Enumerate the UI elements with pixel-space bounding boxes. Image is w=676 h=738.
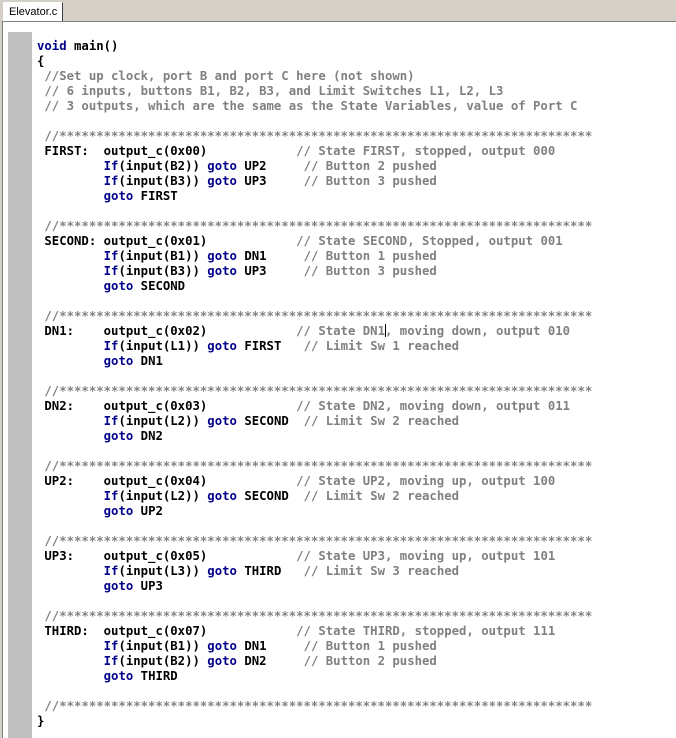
- comment: // Limit Sw 2 reached: [303, 414, 460, 428]
- separator-line: //************************************************************************: [37, 384, 593, 398]
- code-line: [37, 669, 676, 684]
- condition: (input(B3)): [118, 264, 208, 278]
- code-indent: [37, 579, 104, 593]
- keyword: void: [37, 39, 67, 53]
- keyword: If: [103, 489, 119, 503]
- keyword: goto: [207, 414, 237, 428]
- comment: // State SECOND, Stopped, output 001: [296, 234, 563, 248]
- goto-target: SECOND: [236, 489, 304, 503]
- code-line: }: [37, 714, 45, 728]
- condition: (input(B2)): [118, 654, 208, 668]
- comment: // Button 3 pushed: [303, 174, 437, 188]
- keyword: goto: [103, 354, 134, 368]
- code-line: [37, 549, 676, 564]
- blank-line: [37, 369, 676, 384]
- state-label: UP3:: [37, 549, 104, 563]
- output-call: output_c(0x03): [103, 399, 208, 413]
- code-indent: [37, 249, 104, 263]
- blank-line: [37, 594, 676, 609]
- code-indent: [37, 189, 104, 203]
- code-line: [37, 144, 676, 159]
- keyword: goto: [103, 189, 134, 203]
- code-line: [37, 249, 676, 264]
- keyword: If: [103, 249, 119, 263]
- keyword: goto: [103, 279, 134, 293]
- code-indent: [37, 354, 104, 368]
- goto-target: DN2: [133, 429, 163, 443]
- code-spacing: [207, 549, 296, 563]
- keyword: goto: [207, 249, 237, 263]
- goto-target: DN1: [236, 639, 304, 653]
- keyword: goto: [207, 639, 237, 653]
- keyword: goto: [103, 504, 134, 518]
- code-indent: [37, 669, 104, 683]
- code-line: [37, 279, 676, 294]
- separator-line: //************************************************************************: [37, 609, 593, 623]
- comment: // State THIRD, stopped, output 111: [296, 624, 556, 638]
- keyword: goto: [207, 564, 237, 578]
- blank-line: [37, 444, 676, 459]
- comment-line: // 6 inputs, buttons B1, B2, B3, and Limit Switches L1, L2, L3: [37, 84, 504, 98]
- comment: // State DN2, moving down, output 011: [296, 399, 571, 413]
- goto-target: DN1: [236, 249, 304, 263]
- code-spacing: [207, 624, 296, 638]
- goto-target: UP2: [236, 159, 304, 173]
- blank-line: [37, 204, 676, 219]
- blank-line: [37, 114, 676, 129]
- code-line: [37, 564, 676, 579]
- code-line: [37, 339, 676, 354]
- comment: // Limit Sw 3 reached: [303, 564, 460, 578]
- comment: // State UP3, moving up, output 101: [296, 549, 556, 563]
- comment: // State FIRST, stopped, output 000: [296, 144, 556, 158]
- comment: // State UP2, moving up, output 100: [296, 474, 556, 488]
- condition: (input(B1)): [118, 249, 208, 263]
- code-indent: [37, 414, 104, 428]
- goto-target: DN1: [133, 354, 163, 368]
- code-indent: [37, 654, 104, 668]
- tab-bar: [0, 0, 676, 22]
- state-label: THIRD:: [37, 624, 104, 638]
- condition: (input(L2)): [118, 489, 208, 503]
- code-line: [37, 39, 676, 54]
- output-call: output_c(0x02): [103, 324, 208, 338]
- state-label: SECOND:: [37, 234, 104, 248]
- comment-line: // 3 outputs, which are the same as the State Variables, value of Port C: [37, 99, 578, 113]
- code-line: [37, 624, 676, 639]
- keyword: goto: [207, 339, 237, 353]
- keyword: If: [103, 564, 119, 578]
- goto-target: THIRD: [133, 669, 178, 683]
- code-line: [37, 174, 676, 189]
- editor-window: [2, 21, 676, 738]
- keyword: goto: [103, 579, 134, 593]
- goto-target: THIRD: [236, 564, 304, 578]
- keyword: goto: [103, 669, 134, 683]
- code-line: [37, 429, 676, 444]
- code-line: [37, 354, 676, 369]
- output-call: output_c(0x05): [103, 549, 208, 563]
- comment: , moving down, output 010: [384, 324, 571, 338]
- goto-target: FIRST: [133, 189, 178, 203]
- code-line: [37, 504, 676, 519]
- keyword: goto: [207, 159, 237, 173]
- code-spacing: [207, 234, 296, 248]
- code-line: [37, 399, 676, 414]
- code-line: [37, 579, 676, 594]
- comment: // Button 1 pushed: [303, 249, 437, 263]
- blank-line: [37, 684, 676, 699]
- code-line: [37, 159, 676, 174]
- comment: // State DN1: [296, 324, 385, 338]
- condition: (input(B3)): [118, 174, 208, 188]
- comment: // Button 2 pushed: [303, 654, 437, 668]
- goto-target: SECOND: [133, 279, 186, 293]
- code-line: [37, 234, 676, 249]
- output-call: output_c(0x04): [103, 474, 208, 488]
- tab-elevator-c[interactable]: Elevator.c: [3, 2, 63, 21]
- output-call: output_c(0x00): [103, 144, 208, 158]
- goto-target: UP2: [133, 504, 163, 518]
- code-line: [37, 324, 676, 339]
- separator-line: //************************************************************************: [37, 309, 593, 323]
- goto-target: FIRST: [236, 339, 304, 353]
- editor-gutter: [8, 32, 32, 738]
- goto-target: UP3: [236, 174, 304, 188]
- keyword: goto: [207, 489, 237, 503]
- comment: // Button 1 pushed: [303, 639, 437, 653]
- code-line: [37, 474, 676, 489]
- code-indent: [37, 489, 104, 503]
- comment: // Limit Sw 1 reached: [303, 339, 460, 353]
- separator-line: //************************************************************************: [37, 459, 593, 473]
- comment: // Limit Sw 2 reached: [303, 489, 460, 503]
- keyword: If: [103, 339, 119, 353]
- output-call: output_c(0x01): [103, 234, 208, 248]
- state-label: UP2:: [37, 474, 104, 488]
- condition: (input(L2)): [118, 414, 208, 428]
- state-label: FIRST:: [37, 144, 104, 158]
- state-label: DN1:: [37, 324, 104, 338]
- code-line: [37, 264, 676, 279]
- blank-line: [37, 294, 676, 309]
- code-spacing: [207, 144, 296, 158]
- goto-target: UP3: [236, 264, 304, 278]
- state-label: DN2:: [37, 399, 104, 413]
- keyword: If: [103, 159, 119, 173]
- code-indent: [37, 174, 104, 188]
- code-spacing: [207, 474, 296, 488]
- separator-line: //************************************************************************: [37, 699, 593, 713]
- keyword: If: [103, 174, 119, 188]
- code-indent: [37, 279, 104, 293]
- code-editor[interactable]: [37, 39, 676, 738]
- code-line: [37, 189, 676, 204]
- keyword: goto: [207, 654, 237, 668]
- blank-line: [37, 519, 676, 534]
- condition: (input(B2)): [118, 159, 208, 173]
- keyword: goto: [207, 174, 237, 188]
- keyword: goto: [207, 264, 237, 278]
- keyword: If: [103, 639, 119, 653]
- code-indent: [37, 159, 104, 173]
- keyword: If: [103, 414, 119, 428]
- code-indent: [37, 504, 104, 518]
- code-line: [37, 489, 676, 504]
- separator-line: //************************************************************************: [37, 129, 593, 143]
- code-text: main(): [66, 39, 119, 53]
- comment-line: //Set up clock, port B and port C here (not shown): [37, 69, 415, 83]
- goto-target: SECOND: [236, 414, 304, 428]
- keyword: If: [103, 264, 119, 278]
- goto-target: UP3: [133, 579, 163, 593]
- goto-target: DN2: [236, 654, 304, 668]
- condition: (input(L3)): [118, 564, 208, 578]
- code-indent: [37, 264, 104, 278]
- separator-line: //************************************************************************: [37, 219, 593, 233]
- keyword: If: [103, 654, 119, 668]
- comment: // Button 3 pushed: [303, 264, 437, 278]
- keyword: goto: [103, 429, 134, 443]
- code-line: {: [37, 54, 45, 68]
- code-line: [37, 414, 676, 429]
- code-indent: [37, 429, 104, 443]
- condition: (input(B1)): [118, 639, 208, 653]
- comment: // Button 2 pushed: [303, 159, 437, 173]
- condition: (input(L1)): [118, 339, 208, 353]
- separator-line: //************************************************************************: [37, 534, 593, 548]
- code-indent: [37, 639, 104, 653]
- output-call: output_c(0x07): [103, 624, 208, 638]
- code-indent: [37, 339, 104, 353]
- code-line: [37, 639, 676, 654]
- code-line: [37, 654, 676, 669]
- code-indent: [37, 564, 104, 578]
- code-spacing: [207, 399, 296, 413]
- code-spacing: [207, 324, 296, 338]
